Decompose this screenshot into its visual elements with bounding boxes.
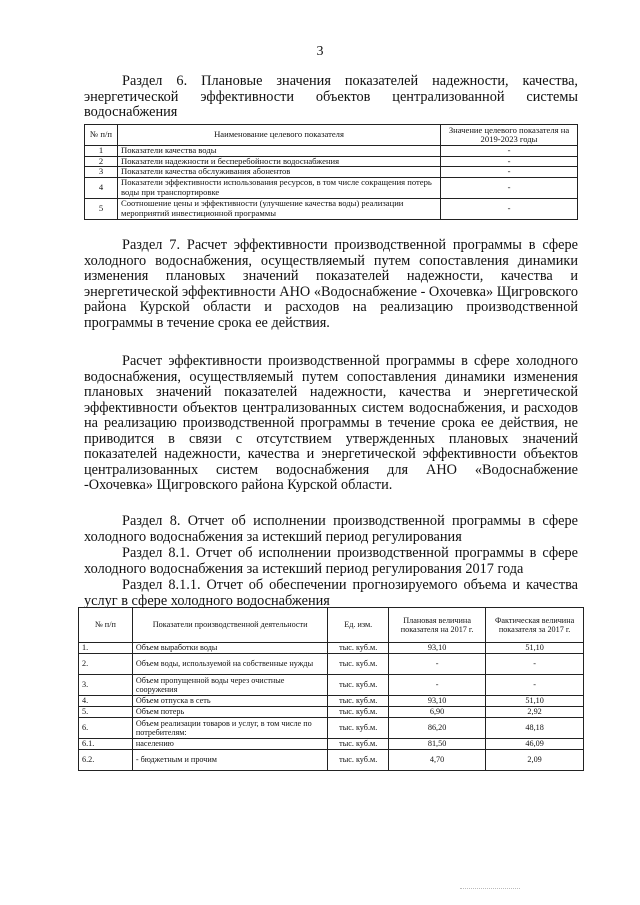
row-unit: тыс. куб.м. xyxy=(328,718,389,739)
row-plan: 6,90 xyxy=(388,707,485,718)
row-unit: тыс. куб.м. xyxy=(328,750,389,771)
header-plan: Плановая величина показателя на 2017 г. xyxy=(388,608,485,643)
section-8-text: Раздел 8. Отчет об исполнении производственной программы в сфере холодного водоснабжения за истекший период регулирования xyxy=(84,513,578,545)
table-row xyxy=(79,654,584,675)
row-name: Показатели качества воды xyxy=(118,146,441,157)
table-row xyxy=(85,146,578,157)
table-row xyxy=(85,156,578,167)
row-name: Показатели эффективности использования ресурсов, в том числе сокращения потерь воды при транспортировке xyxy=(118,177,441,198)
table-header-row xyxy=(79,608,584,643)
table-row xyxy=(85,177,578,198)
table-row xyxy=(85,198,578,219)
table-row xyxy=(85,167,578,178)
header-indicator: Показатели производственной деятельности xyxy=(132,608,328,643)
header-unit: Ед. изм. xyxy=(328,608,389,643)
production-report-table xyxy=(78,607,584,771)
row-plan: - xyxy=(388,675,485,696)
row-number: 6. xyxy=(79,718,133,739)
row-number: 6.1. xyxy=(79,739,133,750)
row-name: Показатели надежности и бесперебойности водоснабжения xyxy=(118,156,441,167)
row-number: 4 xyxy=(85,177,118,198)
header-fact: Фактическая величина показателя за 2017 г. xyxy=(486,608,584,643)
section-8-1-text: Раздел 8.1. Отчет об исполнении производственной программы в сфере холодного водоснабжения за истекший период регулирования 2017 года xyxy=(84,545,578,577)
row-fact: 2,92 xyxy=(486,707,584,718)
row-value: - xyxy=(441,177,578,198)
row-fact: 51,10 xyxy=(486,696,584,707)
table-row xyxy=(79,675,584,696)
row-plan: 93,10 xyxy=(388,696,485,707)
row-name: населению xyxy=(132,739,328,750)
calculation-text: Расчет эффективности производственной программы в сфере холодного водоснабжения, осуществляемый путем сопоставления динамики изменения плановых значений показателей надежности, качества и энергетической эффективности объектов централизованных систем водоснабжения, и расходов на реализацию производственной программы в течение срока ее действия, не приводится в связи с отсутствием утвержденных плановых значений показателей надежности, качества и энергетической эффективности объектов централизованных систем водоснабжения для АНО «Водоснабжение -Охочевка» Щигровского района Курской области. xyxy=(84,353,578,493)
scan-artifact-line xyxy=(460,887,520,889)
row-unit: тыс. куб.м. xyxy=(328,654,389,675)
row-fact: 51,10 xyxy=(486,643,584,654)
row-number: 1 xyxy=(85,146,118,157)
row-plan: 86,20 xyxy=(388,718,485,739)
row-name: Объем реализации товаров и услуг, в том числе по потребителям: xyxy=(132,718,328,739)
row-fact: 46,09 xyxy=(486,739,584,750)
row-number: 1. xyxy=(79,643,133,654)
table-row xyxy=(79,643,584,654)
row-number: 2. xyxy=(79,654,133,675)
row-name: - бюджетным и прочим xyxy=(132,750,328,771)
row-plan: 4,70 xyxy=(388,750,485,771)
header-number: № п/п xyxy=(79,608,133,643)
row-number: 4. xyxy=(79,696,133,707)
row-number: 5. xyxy=(79,707,133,718)
row-value: - xyxy=(441,156,578,167)
row-name: Показатели качества обслуживания абонентов xyxy=(118,167,441,178)
section-8-1-1-text: Раздел 8.1.1. Отчет об обеспечении прогнозируемого объема и качества услуг в сфере холодного водоснабжения xyxy=(84,577,578,609)
row-name: Объем пропущенной воды через очистные сооружения xyxy=(132,675,328,696)
row-plan: 93,10 xyxy=(388,643,485,654)
row-unit: тыс. куб.м. xyxy=(328,675,389,696)
table-row xyxy=(79,707,584,718)
table-row xyxy=(79,718,584,739)
row-name: Объем потерь xyxy=(132,707,328,718)
row-number: 2 xyxy=(85,156,118,167)
row-name: Объем выработки воды xyxy=(132,643,328,654)
row-number: 5 xyxy=(85,198,118,219)
row-name: Объем воды, используемой на собственные нужды xyxy=(132,654,328,675)
row-number: 3 xyxy=(85,167,118,178)
header-indicator-name: Наименование целевого показателя xyxy=(118,125,441,146)
row-number: 6.2. xyxy=(79,750,133,771)
row-unit: тыс. куб.м. xyxy=(328,643,389,654)
section-7-text: Раздел 7. Расчет эффективности производственной программы в сфере холодного водоснабжения, осуществляемый путем сопоставления динамики изменения плановых значений показателей надежности, качества и энергетической эффективности АНО «Водоснабжение - Охочевка» Щигровского района Курской области и расходов на реализацию производственной программы в течение срока ее действия. xyxy=(84,237,578,331)
row-name: Соотношение цены и эффективности (улучшение качества воды) реализации мероприятий инвестиционной программы xyxy=(118,198,441,219)
table-row xyxy=(79,696,584,707)
table-row xyxy=(79,750,584,771)
row-fact: 48,18 xyxy=(486,718,584,739)
row-plan: - xyxy=(388,654,485,675)
row-value: - xyxy=(441,167,578,178)
section-6-heading: Раздел 6. Плановые значения показателей надежности, качества, энергетической эффективности объектов централизованной системы водоснабжения xyxy=(84,73,578,120)
table-header-row xyxy=(85,125,578,146)
row-fact: - xyxy=(486,654,584,675)
header-number: № п/п xyxy=(85,125,118,146)
target-indicators-table xyxy=(84,124,578,220)
row-unit: тыс. куб.м. xyxy=(328,696,389,707)
row-number: 3. xyxy=(79,675,133,696)
row-unit: тыс. куб.м. xyxy=(328,707,389,718)
row-fact: 2,09 xyxy=(486,750,584,771)
row-value: - xyxy=(441,198,578,219)
header-indicator-value: Значение целевого показателя на 2019-2023 годы xyxy=(441,125,578,146)
row-value: - xyxy=(441,146,578,157)
page-number: 3 xyxy=(316,44,324,59)
row-fact: - xyxy=(486,675,584,696)
row-plan: 81,50 xyxy=(388,739,485,750)
row-name: Объем отпуска в сеть xyxy=(132,696,328,707)
table-row xyxy=(79,739,584,750)
row-unit: тыс. куб.м. xyxy=(328,739,389,750)
